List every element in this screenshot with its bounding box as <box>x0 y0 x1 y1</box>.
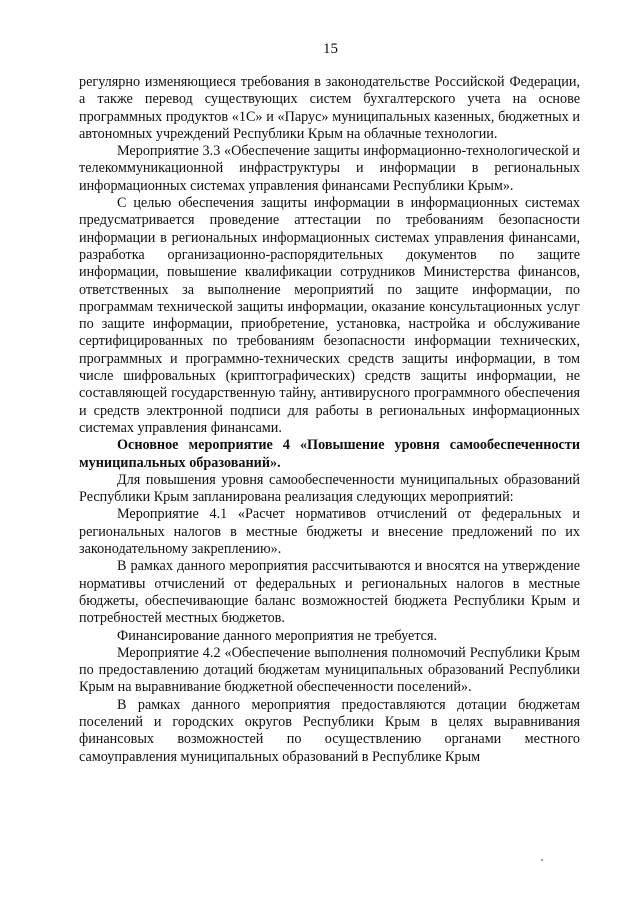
paragraph-measure-4-intro: Для повышения уровня самообеспеченности муниципальных образований Республики Крым запланирована реализация следующих мероприятий: <box>79 471 580 506</box>
paragraph-measure-4-1-body: В рамках данного мероприятия рассчитываются и вносятся на утверждение нормативы отчислений от федеральных и региональных налогов в местные бюджеты, обеспечивающие баланс возможностей бюджета Республики Крым и потребностей местных бюджетов. <box>79 558 580 627</box>
paragraph-continuation: регулярно изменяющиеся требования в законодательстве Российской Федерации, а также перевод существующих систем бухгалтерского учета на основе программных продуктов «1С» и «Парус» муниципальных казенных, бюджетных и автономных учреждений Республики Крым на облачные технологии. <box>79 74 580 142</box>
paragraph-measure-3-3-body: С целью обеспечения защиты информации в информационных системах предусматривается проведение аттестации по требованиям безопасности информации в региональных информационных системах управления финансами, разработка организационно-распорядительных документов по защите информации, повышение квалификации сотрудников Министерства финансов, ответственных за выполнение мероприятий по защите информации, по программам технической защиты информации, оказание консультационных услуг по защите информации, приобретение, установка, настройка и обслуживание сертифицированных по требованиям безопасности информации технических, программных и программно-технических средств защиты информации, в том числе шифровальных (криптографических) средств защиты информации, не составляющей государственную тайну, антивирусного программного обеспечения и средств электронной подписи для работы в региональных информационных системах управления финансами. <box>79 195 580 436</box>
paragraph-measure-4-2-title: Мероприятие 4.2 «Обеспечение выполнения полномочий Республики Крым по предоставлению дотаций бюджетам муниципальных образований Республики Крым на выравнивание бюджетной обеспеченности поселений». <box>79 644 580 696</box>
paragraph-measure-3-3-title: Мероприятие 3.3 «Обеспечение защиты информационно-технологической и телекоммуникационной инфраструктуры и информации в региональных информационных системах управления финансами Республики Крым». <box>79 143 580 194</box>
scan-speck <box>541 859 543 861</box>
paragraph-measure-4-1-funding: Финансирование данного мероприятия не требуется. <box>117 627 438 644</box>
paragraph-measure-4-1-title: Мероприятие 4.1 «Расчет нормативов отчислений от федеральных и региональных налогов в местные бюджеты и внесение предложений по их законодательному закреплению». <box>79 506 580 558</box>
heading-main-measure-4: Основное мероприятие 4 «Повышение уровня самообеспеченности муниципальных образований». <box>79 437 580 471</box>
page-number: 15 <box>323 41 338 57</box>
paragraph-measure-4-2-body: В рамках данного мероприятия предоставляются дотации бюджетам поселений и городских округов Республики Крым в целях выравнивания финансовых возможностей по осуществлению органами местного самоуправления муниципальных образований в Республике Крым <box>79 696 580 765</box>
